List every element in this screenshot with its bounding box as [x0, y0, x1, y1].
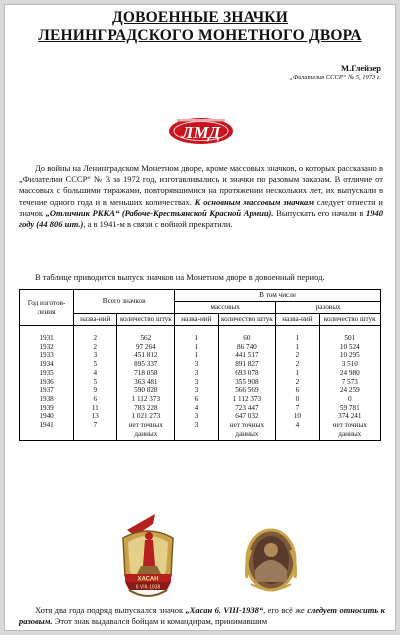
table-row: 1938 6 1 112 373 6 1 112 373 0 0 [20, 395, 381, 404]
bottom-paragraph: Хотя два года подряд выпускался значок „Хасан 6. VIII-1938“, его всё же следует относить к разовым. Этот знак выдавался бойцам и командирам, принимавшим [19, 605, 385, 627]
badge1-top-text: ХАСАН [137, 576, 159, 583]
table-row: 1933 3 451 812 1 441 517 2 10 295 [20, 351, 381, 360]
lmd-logo-icon [167, 113, 235, 149]
header-total-names: назва-ний [74, 314, 117, 326]
document-page [4, 4, 396, 631]
header-mass-names: назва-ний [175, 314, 218, 326]
page-title [5, 9, 395, 45]
table-row: 1939 11 783 228 4 723 447 7 59 781 [20, 404, 381, 413]
title-line-1: ДОВОЕННЫЕ ЗНАЧКИ [112, 9, 288, 26]
table-row: 1934 5 895 337 3 891 827 2 3 510 [20, 360, 381, 369]
header-mass: массовых [175, 302, 276, 314]
header-single-names: назва-ний [276, 314, 319, 326]
logo-text: ЛМД [181, 123, 221, 142]
khasan-badge-icon [115, 510, 181, 602]
table-row: 1935 4 718 058 3 693 078 1 24 980 [20, 369, 381, 378]
second-badge-icon [241, 520, 301, 600]
title-line-2: ЛЕНИНГРАДСКОГО МОНЕТНОГО ДВОРА [38, 27, 362, 44]
header-single: разовых [276, 302, 381, 314]
author-name: М.Глейзер [341, 63, 381, 73]
header-year: Год изготов-ления [20, 290, 74, 326]
table-row: 1936 5 363 481 3 355 908 2 7 573 [20, 378, 381, 387]
table-row: 1937 9 590 828 3 566 569 6 24 259 [20, 386, 381, 395]
header-single-qty: количество штук [319, 314, 380, 326]
table-row: 1932 2 97 264 1 86 740 1 10 524 [20, 343, 381, 352]
table-row: 1931 2 562 1 60 1 501 [20, 326, 381, 343]
header-total-qty: количество штук [117, 314, 175, 326]
header-total: Всего значков [74, 290, 175, 314]
badge1-bottom-text: 6 VIII-1938 [135, 584, 161, 591]
table-intro: В таблице приводится выпуск значков на Монетном дворе в довоенный период. [35, 272, 325, 282]
header-mass-qty: количество штук [218, 314, 276, 326]
header-including: В том числе [175, 290, 381, 302]
table-row: 1941 7 нет точных данных 3 нет точных данных 4 нет точных данных [20, 421, 381, 441]
intro-paragraph: До войны на Ленинградском Монетном дворе, кроме массовых значков, о которых рассказано в „Филателии СССР“ № 3 за 1972 год, изготавливались и значки по разовым заказам. В отличие от массовых с большими тиражами, повторявшимися на протяжении нескольких лет, их выпускали в течение одного года и в меньших количествах. К основным массовым значкам следует отнести и значок „Отличник РККА“ (Рабоче-Крестьянской Красной Армии). Выпускать его начали в 1940 году (44 806 шт.), а в 1941-м в связи с войной прекратили. [19, 163, 383, 230]
table-row: 1940 13 1 021 273 3 647 032 10 374 241 [20, 412, 381, 421]
source-citation: „Филателия СССР“ № 5, 1973 г. [289, 74, 381, 81]
production-table [19, 289, 381, 441]
table-body [20, 326, 381, 441]
